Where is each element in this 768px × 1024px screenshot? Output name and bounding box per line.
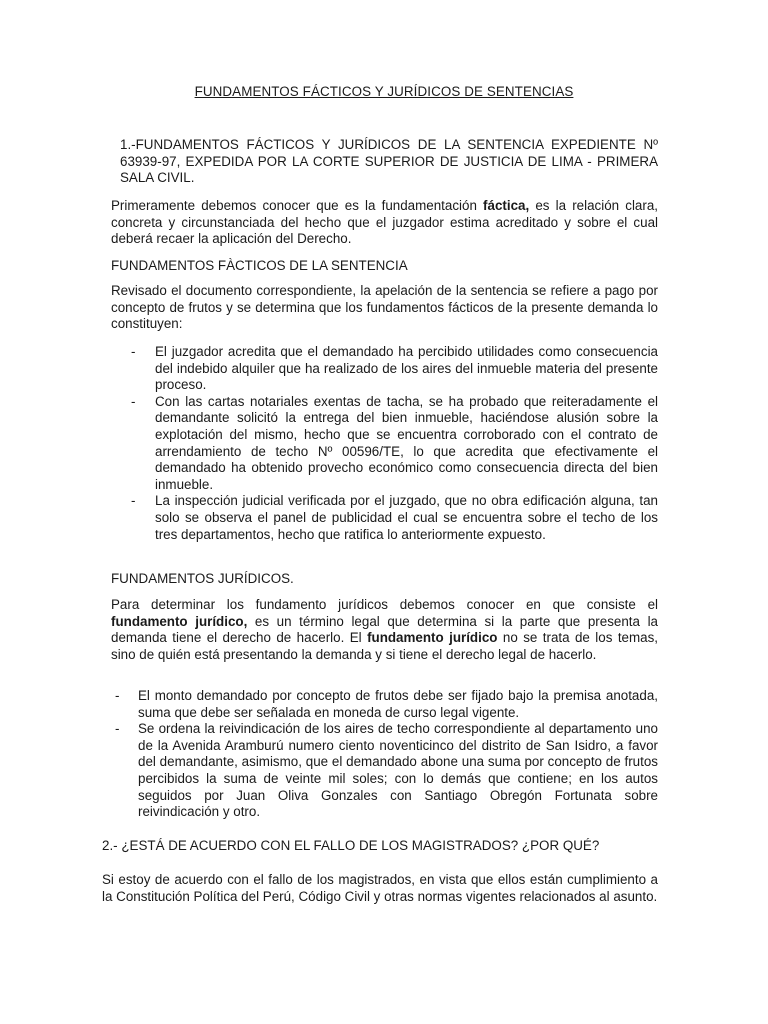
facticos-intro-paragraph: Revisado el documento correspondiente, la apelación de la sentencia se refiere a pago por concepto de frutos y se determina que los fundamentos fácticos de la presente demanda lo constituyen: — [111, 283, 658, 332]
facticos-list — [131, 344, 658, 543]
juridicos-intro-paragraph — [111, 597, 658, 663]
list-item-text: Se ordena la reivindicación de los aires de techo correspondiente al departamento uno de la Avenida Aramburú numero ciento noventicinco del distrito de San Isidro, a favor del demandante, asimismo, que el demandado abone una suma por concepto de frutos percibidos la suma de veinte mil soles; con lo demás que contiene; en los autos seguidos por Juan Oliva Gonzales con Santiago Obregón Fortunata sobre reivindicación y otro. — [138, 721, 658, 820]
section-2-heading: 2.- ¿ESTÁ DE ACUERDO CON EL FALLO DE LOS MAGISTRADOS? ¿POR QUÉ? — [102, 838, 600, 853]
document-title: FUNDAMENTOS FÁCTICOS Y JURÍDICOS DE SENTENCIAS — [194, 84, 574, 99]
definition-text-end: es la relación clara, concreta y circunstanciada del hecho que el juzgador estima acreditado y sobre el cual deberá recaer la aplicación del Derecho. — [111, 198, 658, 247]
juridicos-bold-term-2: fundamento jurídico — [367, 630, 498, 646]
list-item-text: Con las cartas notariales exentas de tacha, se ha probado que reiteradamente el demandante solicitó la entrega del bien inmueble, haciéndose alusión sobre la explotación del mismo, hecho que se encuentra corroborado con el contrato de arrendamiento de techo Nº 00596/TE, lo que acredita que efectivamente el demandado ha obtenido provecho económico como consecuencia directa del bien inmueble. — [155, 393, 658, 492]
juridicos-text-2: es un término legal que determina si la parte que presenta la demanda tiene el derecho de hacerlo. El — [111, 613, 658, 646]
list-item — [131, 344, 658, 394]
list-item — [131, 394, 658, 494]
facticos-subheading: FUNDAMENTOS FÀCTICOS DE LA SENTENCIA — [111, 258, 408, 273]
dash-bullet: - — [131, 493, 136, 509]
list-item — [115, 688, 658, 721]
juridicos-bold-term-1: fundamento jurídico, — [111, 613, 248, 629]
list-item — [131, 493, 658, 543]
juridicos-subheading: FUNDAMENTOS JURÍDICOS. — [111, 571, 294, 586]
definition-bold-term: fáctica, — [483, 198, 530, 213]
definition-text-start: Primeramente debemos conocer que es la fundamentación — [111, 198, 484, 213]
section-2-answer: Si estoy de acuerdo con el fallo de los magistrados, en vista que ellos están cumplimiento a la Constitución Política del Perú, Código Civil y otras normas vigentes relacionados al asunto. — [102, 872, 658, 904]
section-1-heading: 1.-FUNDAMENTOS FÁCTICOS Y JURÍDICOS DE LA SENTENCIA EXPEDIENTE Nº 63939-97, EXPEDIDA POR LA CORTE SUPERIOR DE JUSTICIA DE LIMA - PRIMERA SALA CIVIL. — [120, 137, 658, 186]
dash-bullet: - — [131, 393, 136, 409]
dash-bullet: - — [115, 688, 120, 703]
dash-bullet: - — [115, 721, 120, 737]
juridicos-text-1: Para determinar los fundamento jurídicos debemos conocer en que consiste el — [111, 597, 658, 612]
juridicos-list — [115, 688, 658, 821]
list-item — [115, 721, 658, 821]
dash-bullet: - — [131, 344, 136, 359]
list-item-text: El monto demandado por concepto de frutos debe ser fijado bajo la premisa anotada, suma que debe ser señalada en moneda de curso legal vigente. — [138, 688, 658, 720]
juridicos-text-3: no se trata de los temas, sino de quién está presentando la demanda y si tiene el derecho legal de hacerlo. — [111, 630, 659, 662]
list-item-text: La inspección judicial verificada por el juzgado, que no obra edificación alguna, tan solo se observa el panel de publicidad el cual se encuentra sobre el techo de los tres departamentos, hecho que ratifica lo anteriormente expuesto. — [155, 493, 658, 542]
facticos-definition-paragraph — [111, 198, 658, 248]
list-item-text: El juzgador acredita que el demandado ha percibido utilidades como consecuencia del indebido alquiler que ha realizado de los aires del inmueble materia del presente proceso. — [155, 344, 658, 393]
